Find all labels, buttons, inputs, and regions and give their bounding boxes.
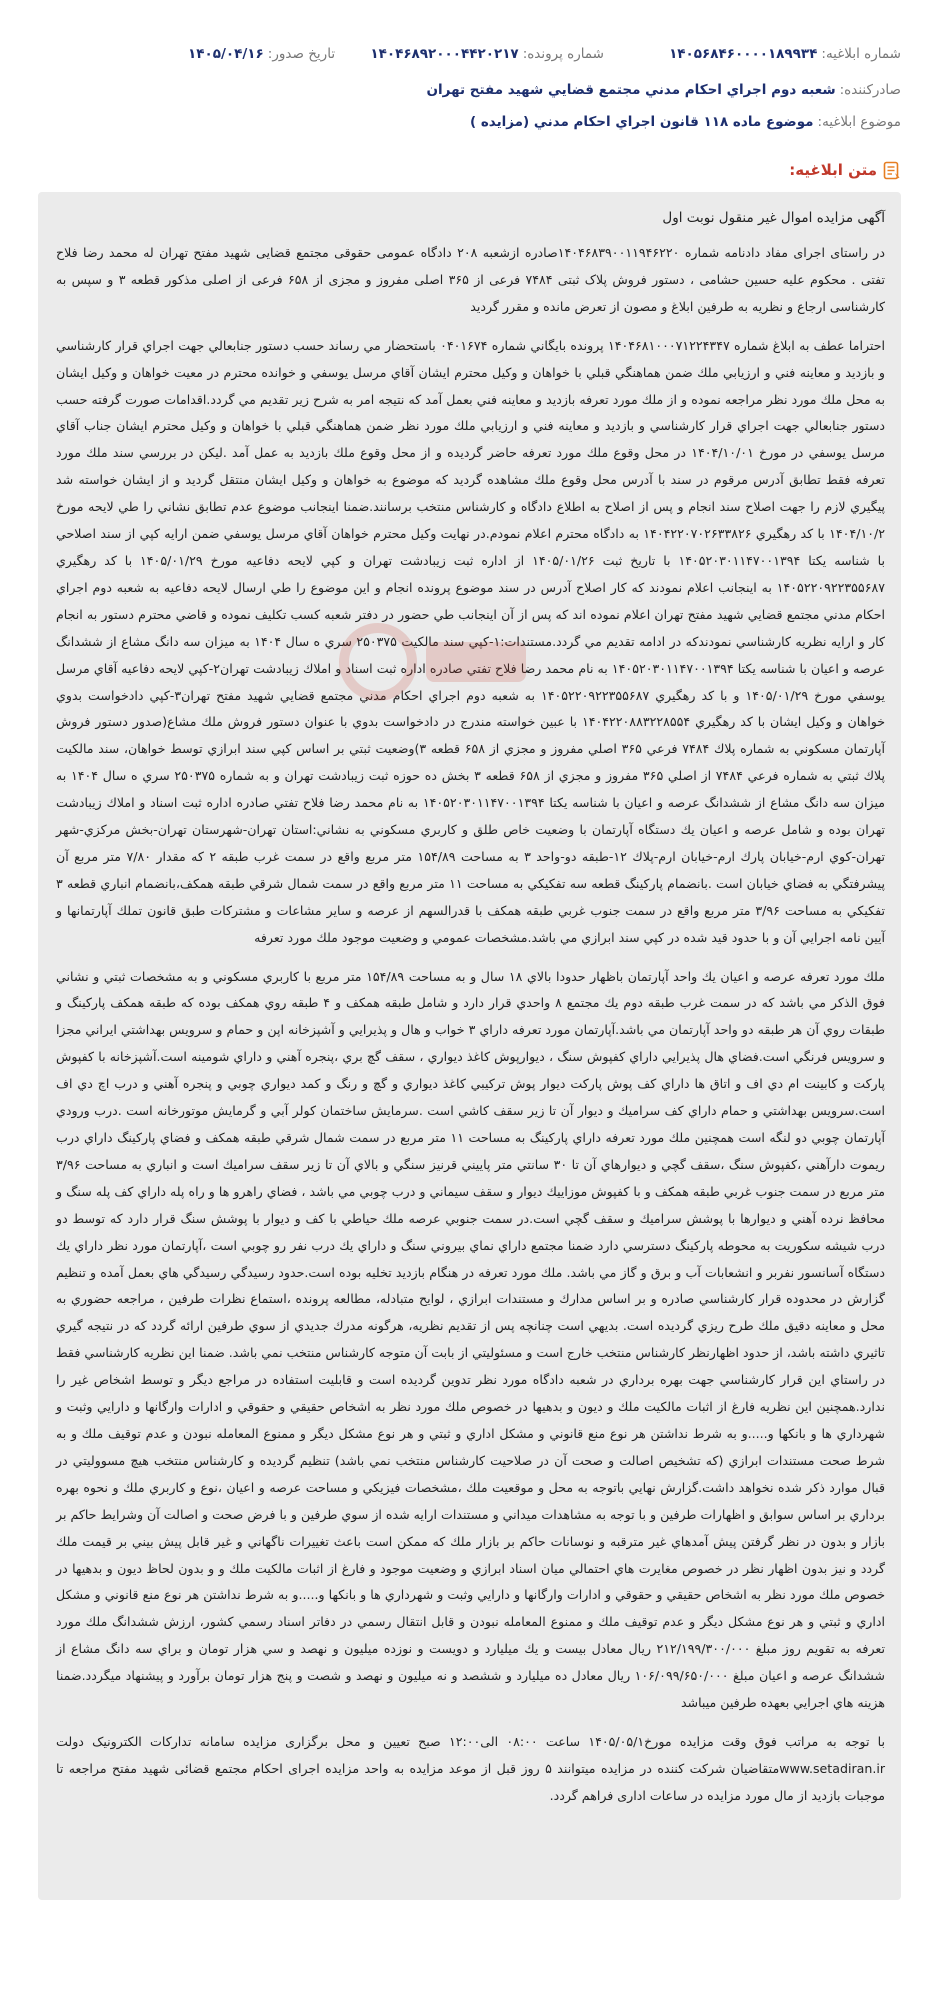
section-title (789, 160, 901, 180)
paragraph-auction-time: با توجه به مراتب فوق وقت مزایده مورخ۱۴۰۵/۰۵/۱ ساعت ۰۸:۰۰ الی۱۲:۰۰ صبح تعیین و محل برگزاری مزایده سامانه تدارکات الکترونیک دولت www.setadiran.irمتقاضیان شرکت کننده در مزایده میتوانند ۵ روز قبل از موعد مزایده به واحد مزایده اجرای احکام مجتمع قضائی شهید مفتح مراجعه تا موجبات بازدید از مال مورد مزایده در ساعات اداری فراهم گردد. (56, 1733, 885, 1803)
paragraph-intro: در راستای اجرای مفاد دادنامه شماره ۱۴۰۴۶۸۳۹۰۰۱۱۹۴۶۲۲۰صادره ازشعبه ۲۰۸ دادگاه عمومی حقوقی مجتمع قضایی شهید مفتح تهران له محمد رضا فلاح تفتی . محکوم علیه حسین حشامی ، دستور فروش پلاک ثبتی ۷۴۸۴ فرعی از ۳۶۵ اصلی مفروز و مجزی از ۶۵۸ فرعی از اصلی مذکور قطعه ۳ و سپس به کارشناسی ارجاع و نظریه به طرفین ابلاغ و مصون از تعرض مانده و مقرر گردید (56, 245, 886, 314)
issuer-value: شعبه دوم اجراي احكام مدني مجتمع قضايي شهيد مفتح تهران (426, 82, 836, 98)
issuer-row (188, 82, 901, 98)
subject-label: موضوع ابلاغيه: (817, 114, 901, 130)
notice-content-box (38, 192, 901, 1900)
ad-title: آگهی مزایده اموال غیر منقول نوبت اول (662, 210, 885, 226)
subject-value: موضوع ماده ۱۱۸ قانون اجراي احكام مدني (مزايده ) (469, 114, 814, 130)
notice-number (669, 46, 901, 62)
subject-row (188, 114, 901, 130)
paragraph-expert-report: احتراما عطف به ابلاغ شماره ۱۴۰۴۶۸۱۰۰۰۷۱۲۲۴۳۴۷ پرونده بايگاني شماره ۰۴۰۱۶۷۴ باستحضار مي رساند حسب دستور جنابعالي جهت اجراي قرار كارشناسي و بازديد و معاينه فني و ارزيابي ملك ضمن هماهنگي قبلي با خواهان و وكيل محترم ايشان آقاي مرسل يوسفي و خوانده محترم در معيت خواهان و وكيل ايشان به محل ملك مورد نظر مراجعه نموده و از ملك مورد تعرفه بازديد و معاينه فني بعمل آمد كه نتيجه امر به شرح زير تقديم مي گردد.اقدامات صورت گرفته حسب دستور جنابعالي جهت اجراي قرار كارشناسي و بازديد و معاينه فني و ارزيابي ملك مورد نظر ضمن هماهنگي قبلي با خواهان و وكيل محترم ايشان جناب آقاي مرسل يوسفي در مورخ ۱۴۰۴/۱۰/۰۱ در محل وقوع ملك مورد تعرفه حاضر گرديده و از محل وقوع ملك بازديد به عمل آمد .ليكن در بررسي سند ملك مورد تعرفه فقط تطابق آدرس مرقوم در سند با آدرس محل وقوع ملك مشاهده گرديد كه موضوع به خواهان و وكيل ايشان منتقل گرديد و از ايشان خواسته شد پيگيري لازم را جهت اصلاح سند انجام و پس از اصلاح به اطلاع دادگاه و كارشناس منتخب برسانند.ضمنا اينجانب موضوع عدم تطابق نشاني را طي لايحه مورخ ۱۴۰۴/۱۰/۲ با كد رهگيري ۱۴۰۴۲۲۰۷۰۲۶۳۳۸۲۶ به دادگاه محترم اعلام نمودم.در نهايت وكيل محترم خواهان آقاي مرسل يوسفي ضمن ارايه كپي از سند اصلاحي با شناسه يكتا ۱۴۰۵۲۰۳۰۱۱۴۷۰۰۱۳۹۴ با تاريخ ثبت ۱۴۰۵/۰۱/۲۶ از اداره ثبت زيبادشت تهران و كپي لايحه دفاعيه مورخ ۱۴۰۵/۰۱/۲۹ با كد رهگيري ۱۴۰۵۲۲۰۹۲۲۳۵۵۶۸۷ به اينجانب اعلام نمودند كه كار اصلاح آدرس در سند موضوع پرونده انجام و اين موضوع را طي ارسال لايحه دفاعيه به شعبه دوم اجراي احكام مدني مجتمع قضايي شهيد مفتح تهران اعلام نموده اند كه پس از آن اينجانب طي حضور در دفتر شعبه كسب تكليف نموده و قاضي محترم دستور به انجام كار و ارايه نظريه كارشناسي نمودندكه در ادامه تقديم مي گردد.مستندات:۱-كپي سند مالكيت ۲۵۰۳۷۵ سري ه سال ۱۴۰۴ به ميزان سه دانگ مشاع از ششدانگ عرصه و اعيان با شناسه يكتا ۱۴۰۵۲۰۳۰۱۱۴۷۰۰۱۳۹۴ به نام محمد رضا فلاح تفتي صادره اداره ثبت اسناد و املاك زيبادشت تهران۲-كپي لايحه دفاعيه آقاي مرسل يوسفي مورخ ۱۴۰۵/۰۱/۲۹ و با كد رهگيري ۱۴۰۵۲۲۰۹۲۲۳۵۵۶۸۷ به شعبه دوم اجراي احكام مدني مجتمع قضايي شهيد مفتح تهران۳-كپي دادخواست بدوي خواهان و وكيل ايشان با كد رهگيري ۱۴۰۴۲۲۰۸۸۳۲۲۸۵۵۴ با عبين خواسته مندرج در دادخواست بدوي با عنوان دستور فروش ملك مشاع(صدور دستور فروش آپارتمان مسكوني به شماره پلاك ۷۴۸۴ فرعي ۳۶۵ اصلي مفروز و مجزي از ۶۵۸ قطعه ۳)وضعيت ثبتي بر اساس كپي سند ابرازي توسط خواهان، سند مالكيت پلاك ثبتي به شماره فرعي ۷۴۸۴ از اصلي ۳۶۵ مفروز و مجزي از ۶۵۸ قطعه ۳ بخش ده حوزه ثبت زيبادشت تهران و به شماره ۲۵۰۳۷۵ سري ه سال ۱۴۰۴ به ميزان سه دانگ مشاع از ششدانگ عرصه و اعيان با شناسه يكتا ۱۴۰۵۲۰۳۰۱۱۴۷۰۰۱۳۹۴ به نام محمد رضا فلاح تفتي صادره اداره ثبت اسناد و املاك زيبادشت تهران بوده و شامل عرصه و اعيان يك دستگاه آپارتمان با وضعيت خاص طلق و كاربري مسكوني به نشاني:استان تهران-شهرستان تهران-بخش مركزي-شهر تهران-كوي ارم-خيابان پارك ارم-خيابان ارم-پلاك ۱۲-طبقه دو-واحد ۳ به مساحت ۱۵۴/۸۹ متر مربع واقع در سمت غرب طبقه ۲ كه مقدار ۷/۸۰ متر مربع آن پيشرفتگي به فضاي خيابان است .بانضمام پاركينگ قطعه سه تفكيكي به مساحت ۱۱ متر مربع واقع در سمت شمال شرقي طبقه همكف،بانضمام انباري قطعه ۳ تفكيكي به مساحت ۳/۹۶ متر مربع واقع در سمت جنوب غربي طبقه همكف با قدرالسهم از عرصه و ساير مشاعات و مشتركات طبق قانون تملك آپارتمانها و آيين نامه اجرايي آن و با حدود قيد شده در كپي سند ابرازي مي باشد.مشخصات عمومي و وضعيت موجود ملك مورد تعرفه (56, 337, 886, 945)
notice-number-label: شماره ابلاغيه: (821, 46, 901, 62)
notice-number-value: ۱۴۰۵۶۸۴۶۰۰۰۰۱۸۹۹۳۴ (669, 46, 818, 62)
file-number (370, 46, 604, 62)
file-number-value: ۱۴۰۴۶۸۹۲۰۰۰۴۴۲۰۲۱۷ (370, 46, 519, 62)
issue-date-value: ۱۴۰۵/۰۴/۱۶ (188, 46, 264, 62)
issue-date (188, 46, 335, 62)
issue-date-label: تاریخ صدور: (267, 46, 336, 62)
file-number-label: شماره پرونده: (522, 46, 604, 62)
document-icon (883, 160, 901, 180)
paragraph-property-description: ملك مورد تعرفه عرصه و اعيان يك واحد آپارتمان باظهار حدودا بالاي ۱۸ سال و به مساحت ۱۵۴/۸۹ متر مربع با كاربري مسكوني و به مشخصات ثبتي و نشاني فوق الذكر مي باشد كه در سمت غرب طبقه دوم يك مجتمع ۸ واحدي قرار دارد و شامل طبقه همكف و ۴ طبقه روي همكف بوده كه طبقه همكف پاركينگ و طبقات روي آن هر طبقه دو واحد آپارتمان مي باشد.آپارتمان مورد تعرفه داراي ۳ خواب و هال و پذيرايي و آشپزخانه اپن و حمام و سرويس بهداشتي ايراني مجزا و سرويس فرنگي است.فضاي هال پذيرايي داراي كفپوش سنگ ، ديوارپوش كاغذ ديواري ، سقف گچ بري ،پنجره آهني و داراي شومينه است.آشپزخانه با كفپوش پاركت و كابينت ام دي اف و اتاق ها داراي كف پوش پاركت ديوار پوش تركيبي كاغذ ديواري و گچ و رنگ و كمد ديواري چوبي و پنجره آهني و درب اچ دي اف است.سرويس بهداشتي و حمام داراي كف سراميك و ديوار آن تا زير سقف كاشي است .سرمايش ساختمان كولر آبي و گرمايش موتورخانه است .درب ورودي آپارتمان چوبي دو لنگه است همچنين ملك مورد تعرفه داراي پاركينگ به مساحت ۱۱ متر مربع در سمت شمال شرقي طبقه همكف و فضاي پاركينگ داراي درب ريموت دارآهني ،كفپوش سنگ ،سقف گچي و ديوارهاي آن تا ۳۰ سانتي متر پاييني قرنيز سنگي و بالاي آن تا زير سقف سراميك است و انباري به مساحت ۳/۹۶ متر مربع در سمت جنوب غربي طبقه همكف و با كفپوش موزاييك ديوار و سقف سيماني و درب چوبي مي باشد ، فضاي راهرو ها و راه پله داراي كف پله سنگ و محافظ نرده آهني و ديوارها با پوشش سراميك و سقف گچي است.در سمت جنوبي عرصه ملك حياطي با كف و ديوار با پوشش سنگ قرار دارد كه توسط دو درب شيشه سكوريت به محوطه پاركينگ دسترسي دارد ضمنا مجتمع داراي نماي بيروني سنگ و داراي يك درب نفر رو چوبي است ،آپارتمان مورد نظر داراي يك دستگاه آسانسور نفربر و انشعابات آب و برق و گاز مي باشد. ملك مورد تعرفه در هنگام بازديد تخليه بوده است.حدود رسيدگي رسيدگي هاي بعمل آمده و تنظيم گزارش در محدوده قرار كارشناسي صادره و بر اساس مدارك و مستندات ابرازي ، لوايح متبادله، مطالعه پرونده ،استماع نظرات طرفين ، مراجعه حضوري به محل و معاينه دقيق ملك طرح ريزي گرديده است. بديهي است چنانچه پس از تقديم نظريه، هرگونه مدرك جديدي از سوي طرفين ارائه گردد كه در نتيجه گيري تاثيري داشته باشد، از حدود اظهارنظر كارشناس منتخب خارج است و مسئوليتي از بابت آن متوجه كارشناس منتخب نمي باشد. ضمنا اين نظريه كارشناسي فقط در راستاي اين قرار كارشناسي جهت بهره برداري در شعبه دادگاه مورد نظر تدوين گرديده است و قابليت استفاده در مراجع ديگر و توسط اشخاص غير را ندارد.همچنين اين نظريه فارغ از اثبات مالكيت ملك و ديون و بدهيها در خصوص ملك مورد نظر به اشخاص حقيقي و حقوقي و ادارات وارگانها و دارايي وثبت و شهرداري ها و بانكها و.....و به شرط نداشتن هر نوع منع قانوني و مشكل اداري و ثبتي و هر نوع مشكل ديگر و ممنوع المعامله نبودن و عدم توقيف ملك و به شرط صحت مستندات ابرازي (كه تشخيص اصالت و صحت آن در صلاحيت كارشناس منتخب نمي باشد) تنظيم گرديده و كارشناس منتخب هيچ مسووليتي در قبال موارد ذكر شده نخواهد داشت.گزارش نهايي باتوجه به محل و موقعيت ملك ،مشخصات فيزيكي و مساحت عرصه و اعيان ،نوع و كاربري ملك و نحوه بهره برداري بر اساس سوابق و اظهارات طرفين و با توجه به مشاهدات ميداني و مستندات ارايه شده از سوي طرفين و با فرض صحت و اصالت آن وشرايط حاكم بر بازار و بدون در نظر گرفتن پيش آمدهاي غير مترقبه و نوسانات حاكم بر بازار ملك كه ممكن است باعث تغييرات ناگهاني و غير قابل پيش بيني بر قيمت ملك گردد و نيز بدون اظهار نظر در خصوص مغايرت هاي احتمالي ميان اسناد ابرازي و وضعيت موجود و فارغ از اثبات مالكيت ملك و و بدون لحاظ ديون و بدهيها در خصوص ملك مورد نظر به اشخاص حقيقي و حقوقي و ادارات وارگانها و دارايي وثبت و شهرداري ها و بانكها و.....و به شرط نداشتن هر نوع منع قانوني و مشكل اداري و ثبتي و هر نوع مشكل ديگر و عدم توقيف ملك و ممنوع المعامله نبودن و قابل انتقال رسمي در دفاتر اسناد رسمي كشور، ارزش ششدانگ ملك مورد تعرفه به تقويم روز مبلغ ۲۱۲/۱۹۹/۳۰۰/۰۰۰ ريال معادل بيست و يك ميليارد و دويست و نوزده ميليون و نهصد و سي هزار تومان و براي سه دانگ مشاع از ششدانگ عرصه و اعيان مبلغ ۱۰۶/۰۹۹/۶۵۰/۰۰۰ ريال معادل ده ميليارد و ششصد و نه ميليون و نهصد و شصت و پنج هزار تومان برآورد و پيشنهاد ميگردد.ضمنا هزينه هاي اجرايي بعهده طرفين ميباشد (56, 968, 885, 1711)
section-title-text: متن ابلاغيه: (789, 161, 877, 179)
issuer-label: صادرکننده: (839, 82, 901, 98)
